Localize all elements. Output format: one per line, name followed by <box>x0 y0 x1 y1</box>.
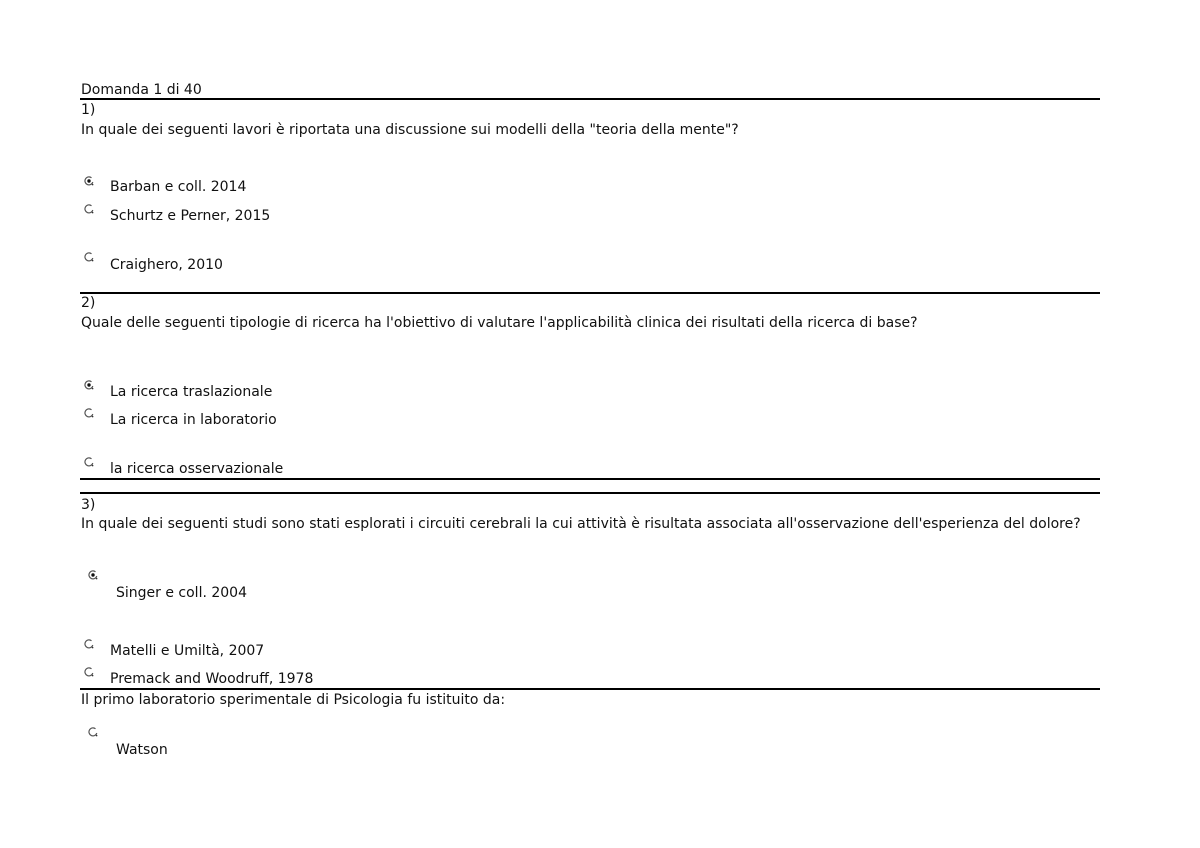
option-label: Matelli e Umiltà, 2007 <box>110 643 265 659</box>
divider <box>80 98 1100 100</box>
radio-checked-icon <box>88 570 98 580</box>
radio-option[interactable] <box>84 667 94 677</box>
option-label: Watson <box>116 742 168 758</box>
radio-option[interactable] <box>88 727 98 737</box>
question-number: 1) <box>81 102 96 118</box>
divider <box>80 292 1100 294</box>
divider <box>80 492 1100 494</box>
radio-option[interactable] <box>84 408 94 418</box>
radio-unchecked-icon <box>84 408 94 418</box>
divider <box>80 688 1100 690</box>
option-label: la ricerca osservazionale <box>110 461 284 477</box>
radio-option-selected[interactable] <box>84 380 94 390</box>
radio-option[interactable] <box>84 252 94 262</box>
option-label: La ricerca traslazionale <box>110 384 273 400</box>
option-label: Schurtz e Perner, 2015 <box>110 208 271 224</box>
radio-option[interactable] <box>84 457 94 467</box>
question-text: In quale dei seguenti studi sono stati esplorati i circuiti cerebrali la cui attività è risultata associata all'osservazione dell'esperienza del dolore? <box>81 516 1081 532</box>
radio-checked-icon <box>84 176 94 186</box>
radio-unchecked-icon <box>84 667 94 677</box>
option-label: Barban e coll. 2014 <box>110 179 247 195</box>
option-label: Premack and Woodruff, 1978 <box>110 671 314 687</box>
radio-checked-icon <box>84 380 94 390</box>
radio-unchecked-icon <box>84 639 94 649</box>
radio-option[interactable] <box>84 639 94 649</box>
radio-option-selected[interactable] <box>84 176 94 186</box>
radio-option-selected[interactable] <box>88 570 98 580</box>
option-label: Craighero, 2010 <box>110 257 223 273</box>
question-text: Quale delle seguenti tipologie di ricerca ha l'obiettivo di valutare l'applicabilità clinica dei risultati della ricerca di base? <box>81 315 918 331</box>
radio-unchecked-icon <box>88 727 98 737</box>
question-text: Il primo laboratorio sperimentale di Psicologia fu istituito da: <box>81 692 506 708</box>
radio-option[interactable] <box>84 204 94 214</box>
radio-unchecked-icon <box>84 204 94 214</box>
option-label: Singer e coll. 2004 <box>116 585 247 601</box>
question-counter: Domanda 1 di 40 <box>81 82 202 98</box>
option-label: La ricerca in laboratorio <box>110 412 277 428</box>
question-text: In quale dei seguenti lavori è riportata una discussione sui modelli della "teoria della mente"? <box>81 122 739 138</box>
question-number: 2) <box>81 295 96 311</box>
radio-unchecked-icon <box>84 457 94 467</box>
divider <box>80 478 1100 480</box>
radio-unchecked-icon <box>84 252 94 262</box>
question-number: 3) <box>81 497 96 513</box>
